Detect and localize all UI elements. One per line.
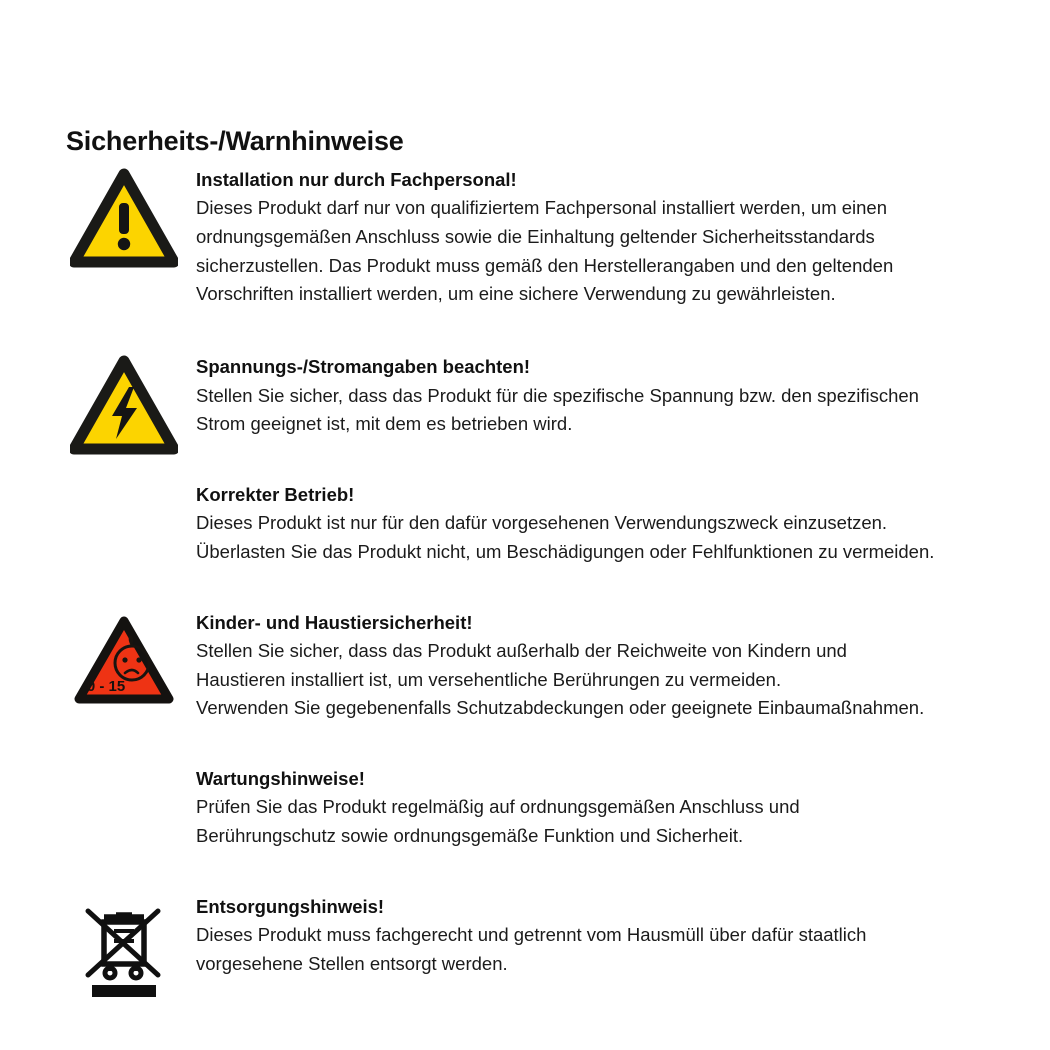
section-spacer — [0, 851, 1050, 895]
notice-line: Haustieren installiert ist, um versehentliche Berührungen zu vermeiden. — [196, 668, 782, 690]
notice-line: ordnungsgemäßen Anschluss sowie die Einhaltung geltender Sicherheitsstandards — [196, 226, 875, 248]
notice-line: Strom geeignet ist, mit dem es betrieben wird. — [196, 413, 573, 435]
section-spacer — [0, 567, 1050, 611]
notice-item — [0, 168, 1050, 309]
notice-line: Überlasten Sie das Produkt nicht, um Beschädigungen oder Fehlfunktionen zu vermeiden. — [196, 540, 935, 562]
notice-paragraph — [196, 194, 1028, 309]
notice-heading: Entsorgungshinweis! — [196, 895, 385, 917]
notice-line: Verwenden Sie gegebenenfalls Schutzabdeckungen oder geeignete Einbaumaßnahmen. — [196, 697, 925, 719]
warning-triangle-electricity-icon — [70, 355, 180, 465]
notice-paragraph — [196, 509, 1028, 566]
child-safety-triangle-icon — [70, 611, 180, 721]
notice-body — [196, 483, 1050, 567]
notice-list — [0, 168, 1050, 979]
notice-line: vorgesehene Stellen entsorgt werden. — [196, 952, 508, 974]
notice-item — [0, 611, 1050, 723]
notice-item — [0, 483, 1050, 567]
notice-line: Dieses Produkt ist nur für den dafür vorgesehenen Verwendungszweck einzusetzen. — [196, 512, 888, 534]
notice-paragraph — [196, 637, 1028, 723]
notice-body — [196, 895, 1050, 979]
notice-body — [196, 611, 1050, 723]
notice-line: Stellen Sie sicher, dass das Produkt außerhalb der Reichweite von Kindern und — [196, 640, 847, 661]
notice-heading: Korrekter Betrieb! — [196, 483, 355, 505]
section-spacer — [0, 309, 1050, 355]
notice-item — [0, 767, 1050, 851]
notice-item — [0, 355, 1050, 439]
notice-body — [196, 355, 1050, 439]
notice-line: Prüfen Sie das Produkt regelmäßig auf ordnungsgemäßen Anschluss und — [196, 796, 800, 818]
notice-heading: Kinder- und Haustiersicherheit! — [196, 611, 473, 633]
notice-heading: Spannungs-/Stromangaben beachten! — [196, 356, 531, 378]
notice-line: Dieses Produkt muss fachgerecht und getrennt vom Hausmüll über dafür staatlich — [196, 924, 867, 946]
page-title: Sicherheits-/Warnhinweise — [66, 126, 404, 157]
notice-body — [196, 767, 1050, 851]
weee-crossed-bin-icon — [70, 895, 180, 1005]
child-safety-age-text: 0 - 15 — [86, 677, 126, 695]
notice-item — [0, 895, 1050, 979]
notice-paragraph — [196, 382, 1028, 439]
notice-body — [196, 168, 1050, 309]
notice-line: Stellen Sie sicher, dass das Produkt für die spezifische Spannung bzw. den spezifischen — [196, 384, 919, 406]
notice-paragraph — [196, 921, 1028, 978]
notice-line: Vorschriften installiert werden, um eine sichere Verwendung zu gewährleisten. — [196, 283, 836, 305]
notice-line: Berührungschutz sowie ordnungsgemäße Funktion und Sicherheit. — [196, 825, 744, 847]
notice-heading: Installation nur durch Fachpersonal! — [196, 169, 517, 190]
section-spacer — [0, 723, 1050, 767]
warning-triangle-exclamation-icon — [70, 168, 180, 278]
notice-heading: Wartungshinweise! — [196, 768, 365, 790]
notice-line: Dieses Produkt darf nur von qualifiziertem Fachpersonal installiert werden, um einen — [196, 197, 888, 219]
notice-paragraph — [196, 793, 1028, 850]
notice-line: sicherzustellen. Das Produkt muss gemäß den Herstellerangaben und den geltenden — [196, 254, 894, 276]
